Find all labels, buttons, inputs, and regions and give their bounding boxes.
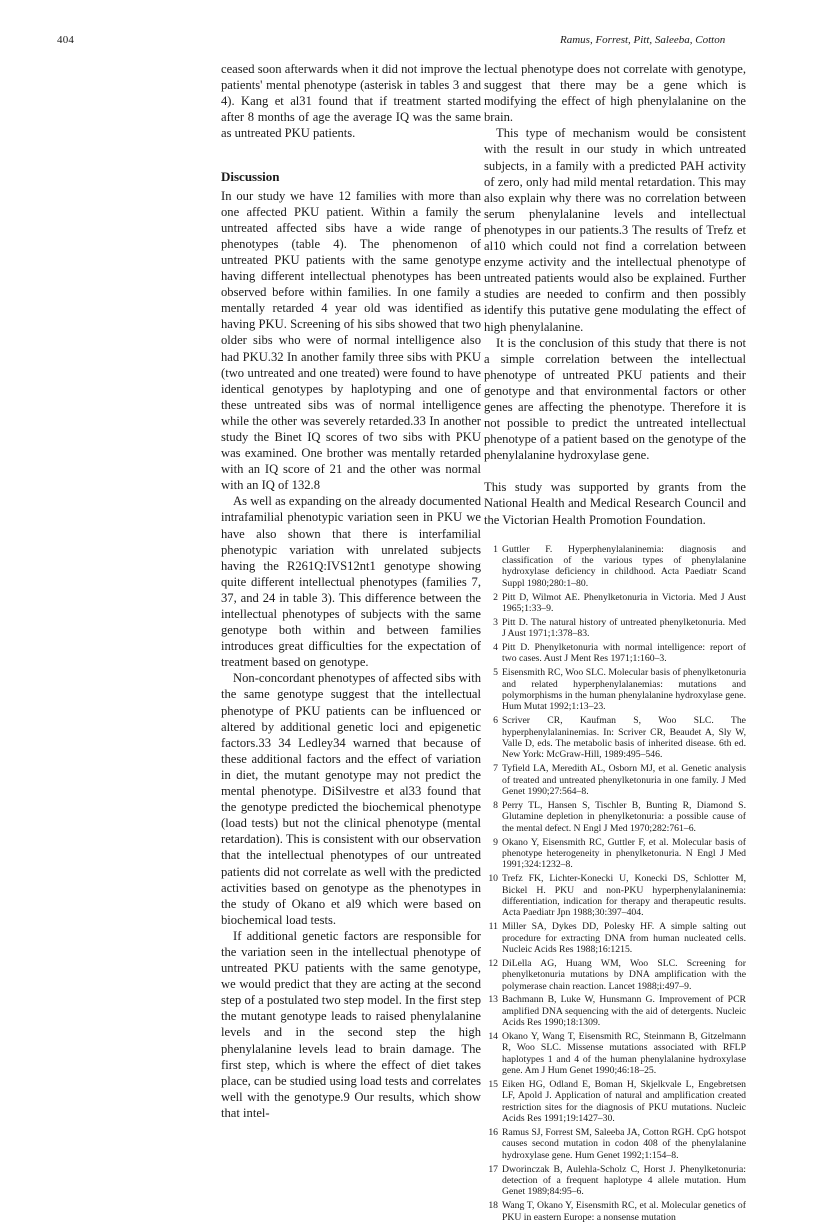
reference-number: 12 <box>488 957 498 969</box>
reference-item <box>484 994 746 1028</box>
reference-text: Okano Y, Eisensmith RC, Guttler F, et al. Molecular basis of phenotype heterogeneity in phenylketonuria. N Engl J Med 1991;324:1232–8. <box>502 836 746 871</box>
reference-number: 16 <box>488 1126 498 1138</box>
reference-text: Pitt D, Wilmot AE. Phenylketonuria in Victoria. Med J Aust 1965;1:33–9. <box>502 591 746 615</box>
reference-item <box>484 763 746 797</box>
reference-item <box>484 592 746 615</box>
reference-number: 18 <box>488 1200 498 1212</box>
reference-item <box>484 800 746 834</box>
reference-text: Eiken HG, Odland E, Boman H, Skjelkvale L, Engebretsen LF, Apold J. Application of natural and amplification created restriction sites for the diagnosis of PKU mutations. Nucleic Acids Res 1991;19:1427–30. <box>502 1078 746 1125</box>
reference-item <box>484 617 746 640</box>
reference-item <box>484 873 746 919</box>
reference-item <box>484 1031 746 1077</box>
reference-item <box>484 667 746 713</box>
reference-text: Bachmann B, Luke W, Hunsmann G. Improvement of PCR amplified DNA sequencing with the aid of detergents. Nucleic Acids Res 1990;18:1309. <box>502 994 746 1029</box>
reference-text: Wang T, Okano Y, Eisensmith RC, et al. Molecular genetics of PKU in eastern Europe: a nonsense mutation <box>502 1200 746 1223</box>
reference-text: Tyfield LA, Meredith AL, Osborn MJ, et al. Genetic analysis of treated and untreated phenylketonuria in one family. J Med Genet 1990;27:564–8. <box>502 763 746 798</box>
reference-number: 11 <box>488 921 498 933</box>
left-column <box>221 61 481 1121</box>
reference-number: 17 <box>488 1163 498 1175</box>
reference-number: 5 <box>493 667 498 679</box>
paragraph-acknowledgements: This study was supported by grants from the National Health and Medical Research Council and the Victorian Health Promotion Foundation. <box>484 480 746 527</box>
reference-number: 14 <box>488 1030 498 1042</box>
page-number: 404 <box>57 34 75 46</box>
reference-number: 13 <box>488 994 498 1006</box>
reference-item <box>484 1164 746 1198</box>
reference-text: DiLella AG, Huang WM, Woo SLC. Screening for phenylketonuria mutations by DNA amplification with the polymerase chain reaction. Lancet 1988;i:497–9. <box>502 957 746 992</box>
reference-item <box>484 1200 746 1223</box>
reference-number: 7 <box>493 763 498 775</box>
reference-number: 2 <box>493 591 498 603</box>
reference-number: 3 <box>493 616 498 628</box>
right-column <box>484 61 746 1225</box>
reference-text: Ramus SJ, Forrest SM, Saleeba JA, Cotton RGH. CpG hotspot causes second mutation in codon 408 of the phenylalanine hydroxylase gene. Hum Genet 1992;1:154–8. <box>502 1126 746 1161</box>
paragraph-treatment-end: ceased soon afterwards when it did not improve the patients' mental phenotype (asterisk in tables 3 and 4). Kang et al31 found that if treatment started after 8 months of age the average IQ was the same as untreated PKU patients. <box>221 62 481 141</box>
paragraph-discussion-4: If additional genetic factors are responsible for the variation seen in the intellectual phenotype of untreated PKU patients with the same genotype, we would predict that they are acting at the second step of a postulated two step model. In the first step the mutant genotype leads to raised phenylalanine levels and in the second step the high phenylalanine levels lead to brain damage. The first step, which is where the effect of diet takes place, can be studied using load tests and correlates well with the genotype.9 Our results, which show that intel- <box>221 928 481 1120</box>
paragraph-discussion-6: This type of mechanism would be consistent with the result in our study in which untreated subjects, in a family with a predicted PAH activity of zero, only had mild mental retardation. This may also explain why there was no correlation between serum phenylalanine levels and intellectual phenotypes in our patients.3 The results of Trefz et al10 which could not find a correlation between enzyme activity and the intellectual phenotype of untreated patients would also be explained. Further studies are needed to confirm and then possibly identify this putative gene modulating the effect of high phenylalanine. <box>484 126 746 334</box>
reference-text: Dworinczak B, Aulehla-Scholz C, Horst J. Phenylketonuria: detection of a frequent haplotype 4 allele mutation. Hum Genet 1989;84:95–6. <box>502 1163 746 1198</box>
reference-text: Pitt D. Phenylketonuria with normal intelligence: report of two cases. Aust J Ment Res 1971;1:160–3. <box>502 642 746 665</box>
reference-item <box>484 958 746 992</box>
paragraph-discussion-2: As well as expanding on the already documented intrafamilial phenotypic variation seen in PKU we have also shown that there is interfamilial phenotypic variation with unrelated subjects having the R261Q:IVS12nt1 genotype showing quite different intellectual phenotypes (families 7, 37, and 24 in table 3). This difference between the intellectual phenotypes of subjects with the same genotype both within and between families introduces great difficulties for the expectation of treatment based on genotype. <box>221 494 481 670</box>
reference-text: Perry TL, Hansen S, Tischler B, Bunting R, Diamond S. Glutamine depletion in phenylketonuria: a possible cause of the mental defect. N Engl J Med 1970;282:761–6. <box>502 799 746 834</box>
paragraph-discussion-1: In our study we have 12 families with more than one affected PKU patient. Within a family the untreated affected sibs have a wide range of phenotypes (table 4). The phenomenon of untreated PKU patients with the same genotype having different intellectual phenotypes has been observed before within families. In one family a mentally retarded 4 year old was identified as having PKU. Screening of his sibs showed that two older sibs who were of normal intelligence also had PKU.32 In another family three sibs with PKU (two untreated and one treated) were found to have identical genotypes by haplotyping and one of these untreated sibs was of normal intelligence while the other was severely retarded.33 In another study the Binet IQ scores of two sibs with PKU was examined. One brother was mentally retarded with an IQ score of 21 and the other was normal with an IQ of 132.8 <box>221 188 481 493</box>
reference-number: 9 <box>493 836 498 848</box>
reference-number: 8 <box>493 799 498 811</box>
reference-item <box>484 1127 746 1161</box>
reference-item <box>484 544 746 590</box>
reference-text: Miller SA, Dykes DD, Polesky HF. A simple salting out procedure for extracting DNA from human nucleated cells. Nucleic Acids Res 1988;16:1215. <box>502 921 746 955</box>
reference-item <box>484 642 746 665</box>
reference-text: Guttler F. Hyperphenylalaninemia: diagnosis and classification of the various types of phenylalanine hydroxylase deficiency in childhood. Acta Paediatr Scand Suppl 1980;280:1–80. <box>502 543 746 589</box>
paragraph-discussion-5: lectual phenotype does not correlate with genotype, suggest that there may be a gene which is modifying the effect of high phenylalanine on the brain. <box>484 62 746 125</box>
section-heading-discussion: Discussion <box>221 169 280 185</box>
reference-text: Trefz FK, Lichter-Konecki U, Konecki DS, Schlotter M, Bickel H. PKU and non-PKU hyperphenylalaninemia: differentiation, indication for therapy and therapeutic results. Acta Paediatr Jpn 1988;30:397–404. <box>502 873 746 919</box>
reference-number: 10 <box>488 873 498 885</box>
reference-item <box>484 1079 746 1125</box>
reference-text: Okano Y, Wang T, Eisensmith RC, Steinmann B, Gitzelmann R, Woo SLC. Missense mutations associated with RFLP haplotypes 1 and 4 of the human phenylalanine hydroxylase gene. Am J Hum Genet 1990;46:18–25. <box>502 1030 746 1077</box>
reference-number: 4 <box>493 642 498 654</box>
reference-list <box>484 544 746 1223</box>
paragraph-discussion-3: Non-concordant phenotypes of affected sibs with the same genotype suggest that the intellectual phenotype of PKU patients can be influenced or altered by additional genetic loci and epigenetic factors.33 34 Ledley34 warned that because of these additional factors and the effect of variation in diet, the mutant genotype may not predict the mental phenotype. DiSilvestre et al33 found that the genotype predicted the biochemical phenotype (load tests) but not the clinical phenotype (mental retardation). This is consistent with our observation that the intellectual phenotypes of our untreated patients did not correlate as well with the predicted activities based on genotype as the phenotypes in the study of Okano et al9 which were based on biochemical load tests. <box>221 671 481 927</box>
paragraph-conclusion: It is the conclusion of this study that there is not a simple correlation between the intellectual phenotype of untreated PKU patients and their genotype and that environmental factors or other genes are affecting the phenotype. Therefore it is not possible to predict the untreated intellectual phenotype of a patient based on the genotype of the phenylalanine hydroxylase gene. <box>484 335 746 463</box>
reference-number: 6 <box>493 715 498 727</box>
reference-number: 1 <box>493 543 498 555</box>
reference-item <box>484 921 746 955</box>
reference-text: Eisensmith RC, Woo SLC. Molecular basis of phenylketonuria and related hyperphenylalanemias: mutations and polymorphisms in the human phenylalanine hydroxylase gene. Hum Mutat 1992;1:13–23. <box>502 667 746 713</box>
reference-text: Scriver CR, Kaufman S, Woo SLC. The hyperphenylalaninemias. In: Scriver CR, Beaudet A, Sly W, Valle D, eds. The metabolic basis of inherited disease. 6th ed. New York: McGraw-Hill, 1989:495–546. <box>502 715 746 761</box>
reference-item <box>484 837 746 871</box>
reference-item <box>484 715 746 761</box>
running-head-authors: Ramus, Forrest, Pitt, Saleeba, Cotton <box>560 34 726 46</box>
reference-text: Pitt D. The natural history of untreated phenylketonuria. Med J Aust 1971;1:378–83. <box>502 616 746 640</box>
reference-number: 15 <box>488 1078 498 1090</box>
